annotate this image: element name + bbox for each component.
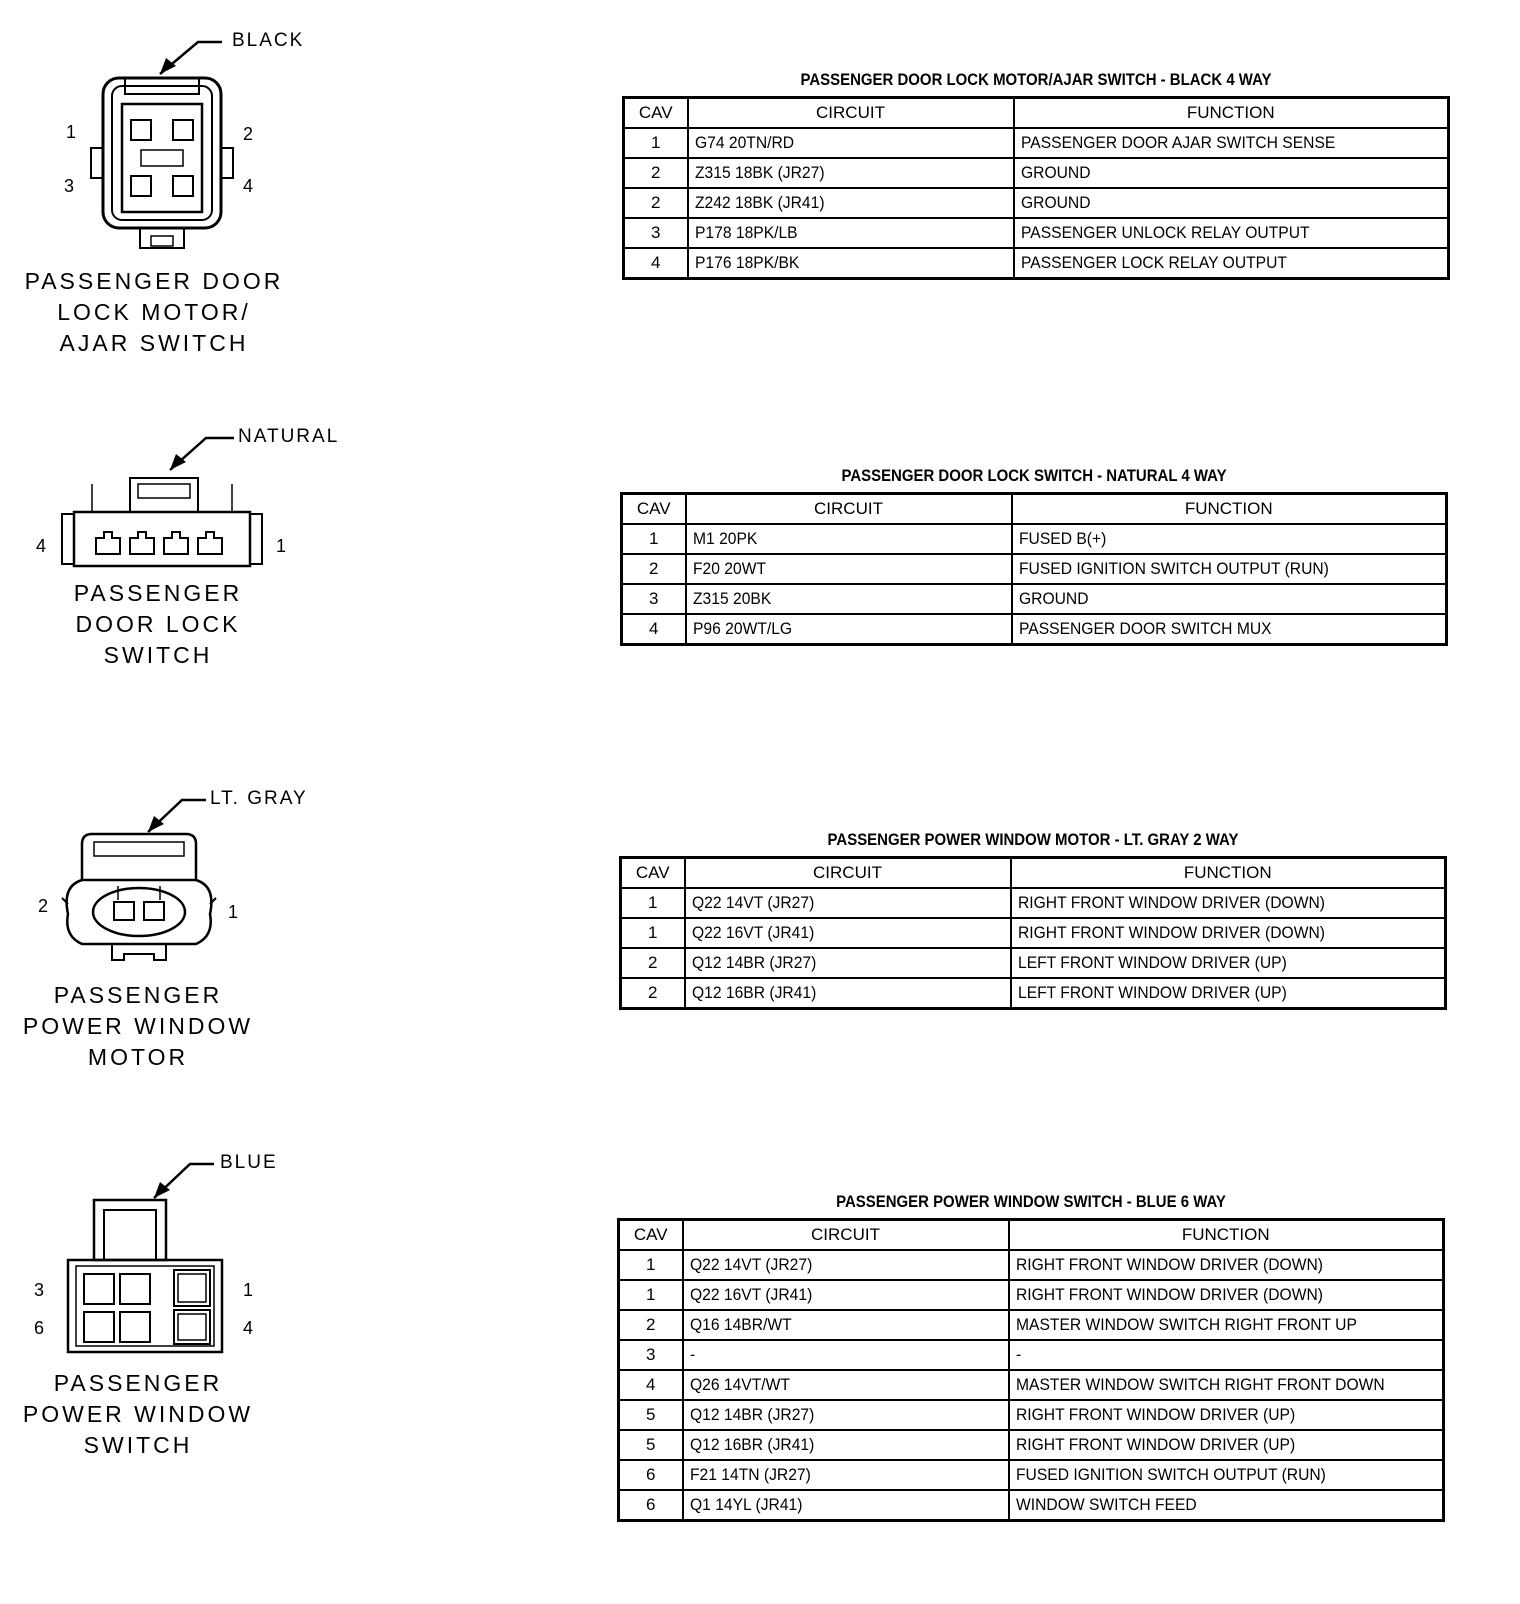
function-cell [1009, 1250, 1444, 1280]
connector-name-line: SWITCH [103, 642, 213, 668]
circuit-text: Q22 16VT (JR41) [689, 1285, 812, 1304]
cav-cell: 1 [619, 1250, 683, 1280]
column-header-function: FUNCTION [1011, 858, 1446, 889]
table-header-row [621, 858, 1446, 889]
function-cell [1014, 188, 1449, 218]
table-row [619, 1250, 1444, 1280]
pin-label: 2 [243, 124, 254, 144]
connector-color-label: BLACK [232, 30, 305, 51]
pin-label: 2 [38, 896, 49, 916]
cav-cell: 5 [619, 1400, 683, 1430]
cav-cell: 6 [619, 1490, 683, 1521]
cav-cell: 5 [619, 1430, 683, 1460]
column-header-cav: CAV [619, 1220, 683, 1251]
pin-label: 1 [228, 902, 239, 922]
table-row [619, 1460, 1444, 1490]
column-header-circuit: CIRCUIT [686, 494, 1012, 525]
circuit-cell [685, 888, 1011, 918]
column-header-circuit: CIRCUIT [685, 858, 1011, 889]
table-header-row [622, 494, 1447, 525]
circuit-text: Q22 16VT (JR41) [691, 923, 814, 942]
pin-label: 1 [276, 536, 287, 556]
pin-label: 4 [243, 1318, 254, 1338]
function-text: - [1015, 1345, 1021, 1364]
table-row [621, 948, 1446, 978]
function-cell [1009, 1430, 1444, 1460]
table-row [621, 978, 1446, 1009]
column-header-circuit: CIRCUIT [688, 98, 1014, 129]
connector-name [4, 266, 304, 359]
table-row [619, 1400, 1444, 1430]
circuit-cell [686, 524, 1012, 554]
pinout-table [617, 1218, 1445, 1522]
pin-label: 3 [34, 1280, 45, 1300]
pinout-table [620, 492, 1448, 646]
circuit-text: P96 20WT/LG [692, 619, 792, 638]
circuit-text: Z315 18BK (JR27) [694, 163, 825, 182]
circuit-text: Q22 14VT (JR27) [689, 1255, 812, 1274]
cav-cell: 6 [619, 1460, 683, 1490]
cav-cell: 4 [624, 248, 688, 279]
function-cell [1012, 614, 1447, 645]
function-cell [1009, 1400, 1444, 1430]
pinout-table-block [617, 1192, 1445, 1522]
function-text: RIGHT FRONT WINDOW DRIVER (DOWN) [1017, 923, 1325, 942]
function-cell [1009, 1310, 1444, 1340]
connector-name-line: PASSENGER [73, 580, 243, 606]
function-text: FUSED B(+) [1018, 529, 1106, 548]
connector-name-line: PASSENGER [53, 1370, 223, 1396]
table-title: PASSENGER DOOR LOCK MOTOR/AJAR SWITCH - BLACK 4 WAY [800, 70, 1272, 89]
connector-name-line: SWITCH [83, 1432, 193, 1458]
cav-cell: 1 [622, 524, 686, 554]
table-title: PASSENGER POWER WINDOW MOTOR - LT. GRAY 2 WAY [827, 830, 1239, 849]
cav-cell: 2 [624, 158, 688, 188]
pin-label: 1 [243, 1280, 254, 1300]
function-text: RIGHT FRONT WINDOW DRIVER (UP) [1015, 1435, 1295, 1454]
function-text: GROUND [1020, 193, 1091, 212]
function-text: MASTER WINDOW SWITCH RIGHT FRONT UP [1015, 1315, 1357, 1334]
circuit-text: M1 20PK [692, 529, 757, 548]
function-text: PASSENGER LOCK RELAY OUTPUT [1020, 253, 1287, 272]
table-row [622, 524, 1447, 554]
pinout-table [622, 96, 1450, 280]
connector-name-line: POWER WINDOW [22, 1401, 254, 1427]
function-text: LEFT FRONT WINDOW DRIVER (UP) [1017, 983, 1287, 1002]
circuit-text: Q12 16BR (JR41) [691, 983, 816, 1002]
function-cell [1009, 1280, 1444, 1310]
circuit-cell [685, 978, 1011, 1009]
table-row [619, 1370, 1444, 1400]
table-row [619, 1430, 1444, 1460]
function-text: FUSED IGNITION SWITCH OUTPUT (RUN) [1015, 1465, 1326, 1484]
function-cell [1011, 948, 1446, 978]
table-header-row [619, 1220, 1444, 1251]
function-cell [1011, 918, 1446, 948]
function-text: WINDOW SWITCH FEED [1015, 1495, 1197, 1514]
function-cell [1009, 1370, 1444, 1400]
function-text: RIGHT FRONT WINDOW DRIVER (UP) [1015, 1405, 1295, 1424]
column-header-cav: CAV [621, 858, 685, 889]
pinout-table-block [622, 70, 1450, 280]
circuit-cell [688, 158, 1014, 188]
function-text: RIGHT FRONT WINDOW DRIVER (DOWN) [1017, 893, 1325, 912]
cav-cell: 3 [622, 584, 686, 614]
connector-name [0, 980, 288, 1073]
cav-cell: 1 [621, 888, 685, 918]
table-row [622, 554, 1447, 584]
circuit-text: Q22 14VT (JR27) [691, 893, 814, 912]
column-header-function: FUNCTION [1009, 1220, 1444, 1251]
circuit-cell [688, 188, 1014, 218]
cav-cell: 3 [619, 1340, 683, 1370]
function-text: FUSED IGNITION SWITCH OUTPUT (RUN) [1018, 559, 1329, 578]
pin-label: 4 [36, 536, 47, 556]
table-row [624, 128, 1449, 158]
function-cell [1012, 524, 1447, 554]
circuit-text: - [689, 1345, 695, 1364]
circuit-text: Q26 14VT/WT [689, 1375, 790, 1394]
circuit-cell [685, 918, 1011, 948]
table-row [624, 188, 1449, 218]
circuit-text: P176 18PK/BK [694, 253, 799, 272]
connector-lt-gray-drawing [0, 786, 340, 986]
connector-name [8, 578, 308, 671]
column-header-cav: CAV [622, 494, 686, 525]
cav-cell: 4 [622, 614, 686, 645]
function-cell [1009, 1340, 1444, 1370]
circuit-text: Q12 14BR (JR27) [691, 953, 816, 972]
circuit-cell [683, 1400, 1009, 1430]
circuit-text: Q12 16BR (JR41) [689, 1435, 814, 1454]
function-cell [1012, 584, 1447, 614]
circuit-text: G74 20TN/RD [694, 133, 794, 152]
cav-cell: 1 [624, 128, 688, 158]
circuit-cell [685, 948, 1011, 978]
function-cell [1014, 248, 1449, 279]
column-header-circuit: CIRCUIT [683, 1220, 1009, 1251]
function-text: RIGHT FRONT WINDOW DRIVER (DOWN) [1015, 1255, 1323, 1274]
circuit-cell [683, 1250, 1009, 1280]
column-header-cav: CAV [624, 98, 688, 129]
pinout-table-block [620, 466, 1448, 646]
circuit-text: Z242 18BK (JR41) [694, 193, 825, 212]
function-text: LEFT FRONT WINDOW DRIVER (UP) [1017, 953, 1287, 972]
connector-name-line: PASSENGER DOOR [24, 268, 284, 294]
pinout-table-block [619, 830, 1447, 1010]
cav-cell: 4 [619, 1370, 683, 1400]
cav-cell: 2 [619, 1310, 683, 1340]
pin-label: 4 [243, 176, 254, 196]
function-text: RIGHT FRONT WINDOW DRIVER (DOWN) [1015, 1285, 1323, 1304]
circuit-cell [683, 1340, 1009, 1370]
connector-name-line: MOTOR [87, 1044, 189, 1070]
cav-cell: 2 [624, 188, 688, 218]
table-row [624, 248, 1449, 279]
cav-cell: 2 [621, 978, 685, 1009]
circuit-cell [683, 1310, 1009, 1340]
circuit-text: P178 18PK/LB [694, 223, 798, 242]
connector-name-line: POWER WINDOW [22, 1013, 254, 1039]
connector-name [0, 1368, 288, 1461]
cav-cell: 3 [624, 218, 688, 248]
connector-blue-drawing [0, 1150, 340, 1380]
function-cell [1009, 1490, 1444, 1521]
function-text: GROUND [1020, 163, 1091, 182]
pinout-table [619, 856, 1447, 1010]
pin-label: 6 [34, 1318, 45, 1338]
table-row [621, 888, 1446, 918]
function-text: PASSENGER DOOR SWITCH MUX [1018, 619, 1272, 638]
circuit-cell [683, 1460, 1009, 1490]
circuit-cell [683, 1370, 1009, 1400]
table-row [619, 1310, 1444, 1340]
circuit-cell [686, 554, 1012, 584]
function-cell [1014, 158, 1449, 188]
circuit-cell [688, 248, 1014, 279]
circuit-cell [688, 128, 1014, 158]
function-text: GROUND [1018, 589, 1089, 608]
circuit-cell [683, 1430, 1009, 1460]
circuit-cell [686, 584, 1012, 614]
connector-color-label: NATURAL [238, 426, 340, 447]
function-text: PASSENGER DOOR AJAR SWITCH SENSE [1020, 133, 1335, 152]
table-row [624, 218, 1449, 248]
table-row [619, 1340, 1444, 1370]
column-header-function: FUNCTION [1012, 494, 1447, 525]
table-title: PASSENGER POWER WINDOW SWITCH - BLUE 6 WAY [836, 1192, 1226, 1211]
circuit-text: Q16 14BR/WT [689, 1315, 792, 1334]
table-header-row [624, 98, 1449, 129]
circuit-cell [683, 1490, 1009, 1521]
circuit-text: Z315 20BK [692, 589, 771, 608]
circuit-cell [683, 1280, 1009, 1310]
pin-label: 1 [66, 122, 77, 142]
circuit-text: F21 14TN (JR27) [689, 1465, 811, 1484]
column-header-function: FUNCTION [1014, 98, 1449, 129]
connector-color-label: BLUE [220, 1152, 278, 1173]
cav-cell: 1 [621, 918, 685, 948]
circuit-cell [688, 218, 1014, 248]
table-row [619, 1280, 1444, 1310]
connector-name-line: PASSENGER [53, 982, 223, 1008]
cav-cell: 1 [619, 1280, 683, 1310]
circuit-cell [686, 614, 1012, 645]
function-text: PASSENGER UNLOCK RELAY OUTPUT [1020, 223, 1310, 242]
function-cell [1011, 978, 1446, 1009]
function-cell [1011, 888, 1446, 918]
circuit-text: Q12 14BR (JR27) [689, 1405, 814, 1424]
pin-label: 3 [64, 176, 75, 196]
function-cell [1014, 218, 1449, 248]
table-row [624, 158, 1449, 188]
cav-cell: 2 [622, 554, 686, 584]
table-row [622, 584, 1447, 614]
function-cell [1012, 554, 1447, 584]
function-cell [1014, 128, 1449, 158]
circuit-text: F20 20WT [692, 559, 766, 578]
connector-name-line: DOOR LOCK [75, 611, 241, 637]
connector-name-line: AJAR SWITCH [59, 330, 249, 356]
cav-cell: 2 [621, 948, 685, 978]
table-row [621, 918, 1446, 948]
table-row [622, 614, 1447, 645]
connector-color-label: LT. GRAY [210, 788, 308, 809]
function-cell [1009, 1460, 1444, 1490]
table-row [619, 1490, 1444, 1521]
function-text: MASTER WINDOW SWITCH RIGHT FRONT DOWN [1015, 1375, 1385, 1394]
circuit-text: Q1 14YL (JR41) [689, 1495, 802, 1514]
table-title: PASSENGER DOOR LOCK SWITCH - NATURAL 4 WAY [841, 466, 1227, 485]
connector-name-line: LOCK MOTOR/ [57, 299, 251, 325]
